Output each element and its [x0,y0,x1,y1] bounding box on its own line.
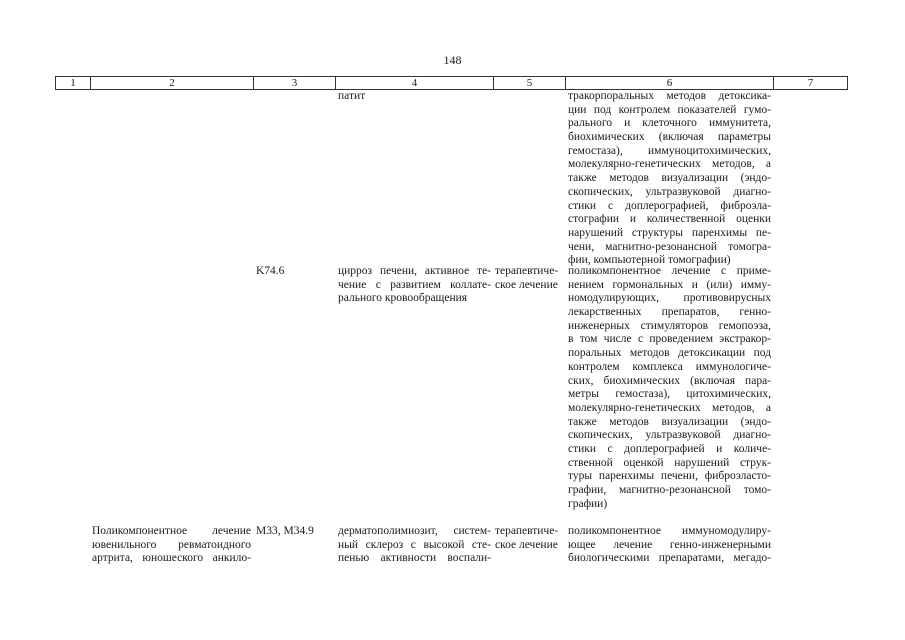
cell-line: цирроз печени, активное те- [338,265,491,277]
cell-line: ское лечение [495,538,558,551]
patient-model-cell [338,90,491,104]
cell-line: ции под контролем показателей гумо- [568,103,771,116]
cell-line: ственной оценкой нарушений струк- [568,456,771,469]
treatment-type-cell [495,525,563,552]
cell-line: рального и клеточного иммунитета, [568,117,771,130]
column-number-7: 7 [773,77,848,89]
cell-line: поликомпонентное лечение с приме- [568,265,771,277]
cell-line: скопических, ультразвуковой диагно- [568,429,771,442]
column-number-3: 3 [253,77,335,89]
treatment-type-cell [495,265,563,292]
cell-line: ских, биохимических (включая пара- [568,374,771,387]
cell-line: M33, M34.9 [256,525,314,537]
treatment-method-cell [568,90,771,268]
cell-line: также методов визуализации (эндо- [568,172,771,185]
cell-line: в том числе с проведением экстракор- [568,333,771,346]
patient-model-cell [338,525,491,566]
column-number-5: 5 [493,77,565,89]
cell-line: патит [338,90,366,102]
cell-line: графии) [568,497,608,510]
cell-line: пенью активности воспали- [338,552,491,565]
icd-code-cell [256,525,332,539]
page-number: 148 [443,53,462,67]
cell-line: стографии и количественной оценки [568,213,771,226]
cell-line: биологическими препаратами, мегадо- [568,552,771,565]
cell-line: лекарственных препаратов, генно- [568,306,771,319]
cell-line: молекулярно-генетических методов, а [568,401,771,414]
cell-line: инженерных стимуляторов гемопоэза, [568,319,771,332]
cell-line: ское лечение [495,278,558,291]
cell-line: нением гормональных и (или) имму- [568,278,771,291]
cell-line: Поликомпонентное лечение [92,525,251,537]
cell-line: также методов визуализации (эндо- [568,415,771,428]
cell-line: фии, компьютерной томографии) [568,254,731,267]
cell-line: ювенильного ревматоидного [92,538,251,551]
cell-line: номодулирующих, противовирусных [568,292,771,305]
cell-line: рального кровообращения [338,292,468,305]
cell-line: нарушений структуры паренхимы пе- [568,226,771,239]
cell-line: молекулярно-генетических методов, а [568,158,771,171]
cell-line: артрита, юношеского анкило- [92,552,251,565]
column-number-4: 4 [335,77,493,89]
cell-line: биохимических (включая параметры [568,131,771,144]
cell-line: чение с развитием коллате- [338,278,491,291]
cell-line: стики с доплерографией, фиброэла- [568,199,771,212]
cell-line: терапевтиче- [495,525,559,537]
cell-line: терапевтиче- [495,265,559,277]
cell-line: поликомпонентное иммуномодулиру- [568,525,771,537]
cell-line: ющее лечение генно-инженерными [568,538,771,551]
column-number-1: 1 [55,77,90,89]
icd-code-cell [256,265,332,279]
cell-line: гемостаза), иммуноцитохимических, [568,144,771,157]
column-number-6: 6 [565,77,773,89]
cell-line: чени, магнитно-резонансной томогра- [568,240,771,253]
cell-line: ный склероз с высокой сте- [338,538,491,551]
cell-line: тракорпоральных методов детоксика- [568,90,771,102]
cell-line: дерматополимиозит, систем- [338,525,491,537]
treatment-method-cell [568,525,771,566]
cell-line: K74.6 [256,265,285,277]
cell-line: метры гемостаза), цитохимических, [568,388,771,401]
care-type-cell [92,525,251,566]
cell-line: стики с доплерографией и количе- [568,442,771,455]
cell-line: скопических, ультразвуковой диагно- [568,185,771,198]
patient-model-cell [338,265,491,306]
cell-line: графии, магнитно-резонансной томо- [568,484,771,496]
treatment-method-cell [568,265,771,511]
cell-line: поральных методов детоксикации под [568,347,771,360]
cell-line: контролем комплекса иммунологиче- [568,360,771,373]
cell-line: туры паренхимы печени, фиброэласто- [568,470,771,483]
column-number-2: 2 [90,77,253,89]
